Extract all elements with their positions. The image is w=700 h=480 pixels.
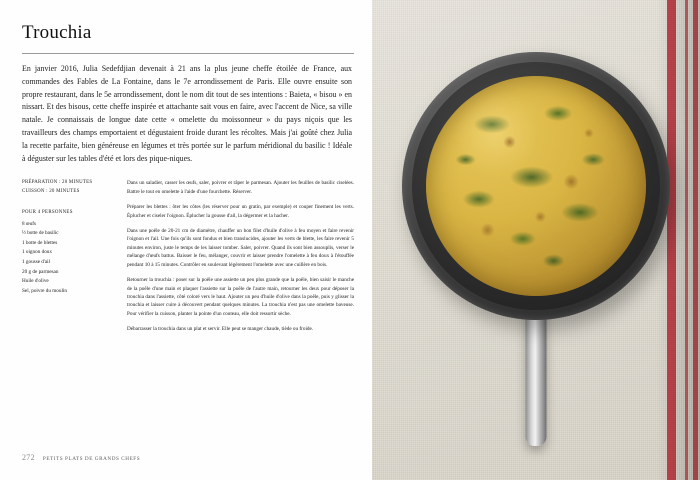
list-item: Huile d'olive bbox=[22, 278, 49, 285]
recipe-photo-page bbox=[372, 0, 700, 480]
cook-time: CUISSON : 20 MINUTES bbox=[22, 188, 80, 194]
recipe-method bbox=[127, 179, 354, 333]
skillet bbox=[402, 52, 670, 320]
list-item: Sel, poivre du moulin bbox=[22, 287, 67, 294]
recipe-sidebar bbox=[22, 179, 114, 333]
ingredient-list bbox=[22, 220, 114, 297]
method-step: Dans une poêle de 20-21 cm de diamètre, chauffer un bon filet d'huile d'olive à feu moyen et faire revenir l'oignon et l'ail. Une fois qu'ils sont fondus et bien translucides, ajouter les verts de blette, les faire revenir 5 minutes environ, juste le temps de les laisser tomber. Saler, poivrer. Quand ils sont bien assouplis, verser le mélange d'œufs battus. Baisser le feu, mélanger, couvrir et laisser prendre l'omelette à feu doux à l'étouffée pendant 10 à 15 minutes. Contrôler en soulevant légèrement l'omelette avec une cuillère en bois. bbox=[127, 228, 354, 268]
trouchia-omelette bbox=[426, 76, 646, 296]
list-item: 1 oignon doux bbox=[22, 249, 52, 256]
prep-time: PRÉPARATION : 20 MINUTES bbox=[22, 180, 93, 186]
list-item: 8 œufs bbox=[22, 220, 36, 227]
servings-heading: POUR 4 PERSONNES bbox=[22, 209, 73, 215]
method-step: Retourner la trouchia : poser sur la poêle une assiette un peu plus grande que la poêle, bien saisir le manche de la poêle d'une main et plaquer l'assiette sur la poêle de l'autre main, retourner les deux pour déposer la trouchia dans l'assiette, côté coloré vers le haut. Ajouter un peu d'huile d'olive dans la poêle, puis y glisser la trouchia et laisser cuire à découvert pendant quelques minutes. La trouchia n'est pas une omelette baveuse. Pour vérifier la cuisson, planter la pointe d'un couteau, elle doit ressortir sèche. bbox=[127, 277, 354, 317]
running-title: PETITS PLATS DE GRANDS CHEFS bbox=[42, 456, 141, 462]
method-step: Préparer les blettes : ôter les côtes (les réserver pour un gratin, par exemple) et couper finement les verts. Éplucher et ciseler l'oignon. Éplucher la gousse d'ail, la dégermer et la hacher. bbox=[127, 204, 354, 219]
recipe-columns bbox=[22, 179, 354, 333]
list-item: ½ botte de basilic bbox=[22, 230, 59, 237]
method-step: Dans un saladier, casser les œufs, saler, poivrer et râper le parmesan. Ajouter les feuilles de basilic ciselées. Battre le tout en omelette à l'aide d'une fourchette. Réserver. bbox=[127, 180, 354, 195]
timing-block bbox=[22, 179, 114, 196]
title-divider bbox=[22, 53, 354, 54]
page-number: 272 bbox=[22, 453, 35, 462]
list-item: 1 gousse d'ail bbox=[22, 259, 51, 266]
recipe-title: Trouchia bbox=[22, 22, 92, 43]
recipe-intro: En janvier 2016, Julia Sedefdjian devenait à 21 ans la plus jeune cheffe étoilée de France, aux commandes des Fables de La Fontaine, dans le 7e arrondissement de Paris. Elle ouvre ensuite son propre restaurant, dans le 5e arrondissement, dont le nom dit tout de ses intentions : Baieta, « bisou » en nissart. Et des bisous, cette cheffe inspirée et attachante sait vous en faire, avec l'accent de Nice, sa ville natale. Je connaissais de longue date cette « omelette du moissonneur » du pays niçois que les travailleurs des champs emportaient et dégustaient froide durant les récoltes. Mais j'ai goûté chez Julia la recette parfaite, bien généreuse en légumes et très portée sur le parfum méridional du basilic ! Idéale à déguster sur les tables d'été et lors des pique-niques. bbox=[22, 64, 352, 163]
list-item: 1 botte de blettes bbox=[22, 239, 58, 246]
list-item: 20 g de parmesan bbox=[22, 268, 59, 275]
method-step: Débarrasser la trouchia dans un plat et servir. Elle peut se manger chaude, tiède ou froide. bbox=[127, 326, 314, 333]
page-footer bbox=[22, 453, 140, 462]
